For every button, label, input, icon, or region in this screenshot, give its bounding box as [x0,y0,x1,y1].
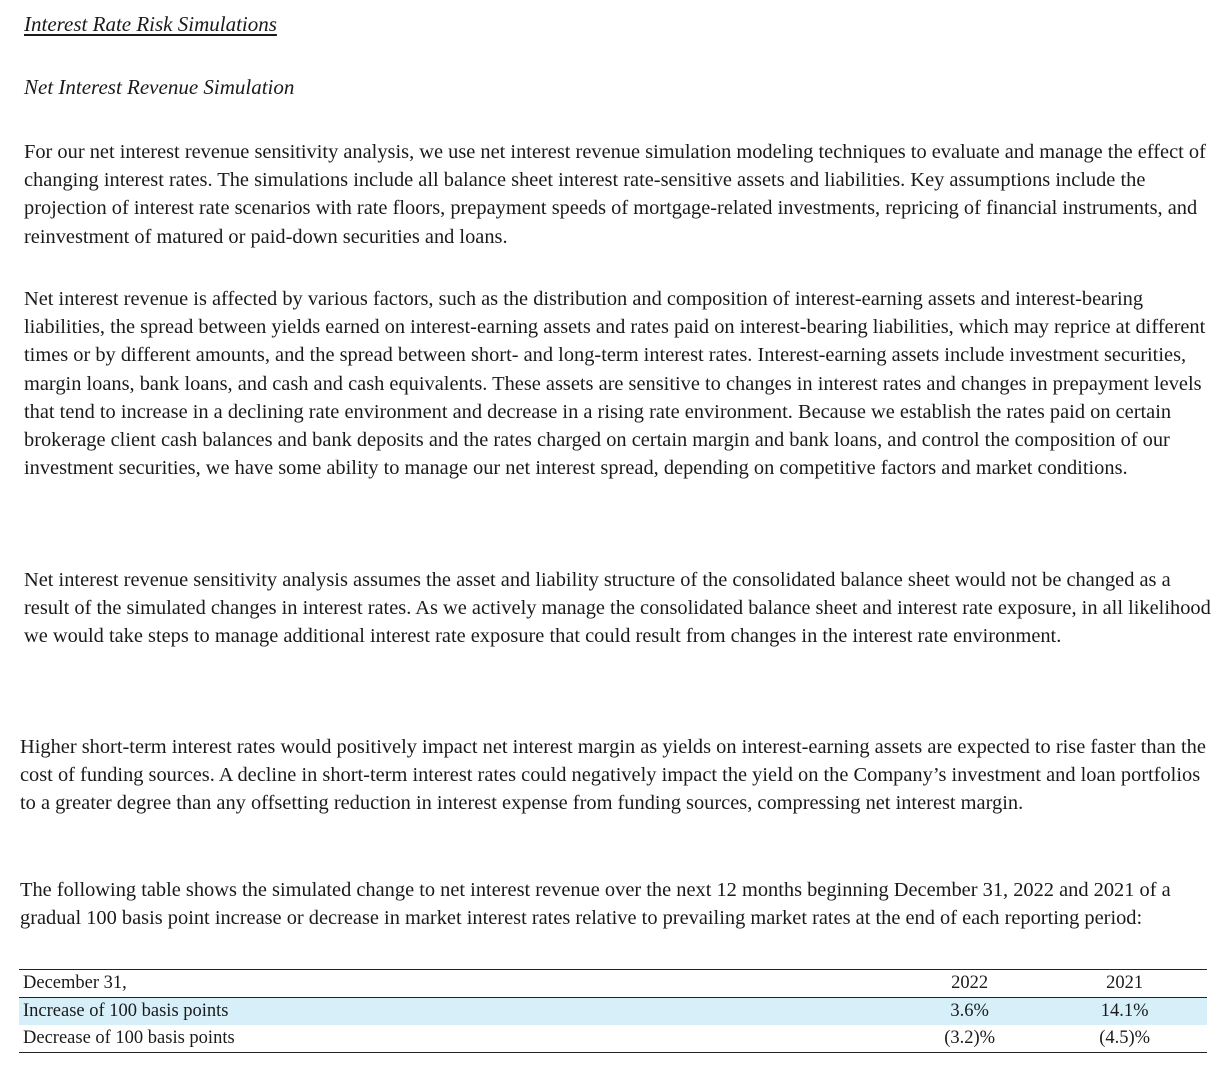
cell-increase-2021: 14.1% [1042,998,1207,1026]
rate-sensitivity-table [19,969,1207,1053]
header-2021: 2021 [1042,970,1207,998]
sub-title: Net Interest Revenue Simulation [24,75,295,99]
section-title: Interest Rate Risk Simulations [24,12,277,36]
paragraph-table-intro: The following table shows the simulated change to net interest revenue over the next 12 months beginning December 31, 2022 and 2021 of a gradual 100 basis point increase or decrease in market interest rates relative to prevailing market rates at the end of each reporting period: [20,879,1171,930]
table-row-increase [19,998,1207,1026]
paragraph-net-interest-factors: Net interest revenue is affected by various factors, such as the distribution and composition of interest-earning assets and interest-bearing liabilities, the spread between yields earned on interest-earning assets and rates paid on interest-bearing liabilities, which may reprice at different times or by different amounts, and the spread between short- and long-term interest rates. Interest-earning assets include investment securities, margin loans, bank loans, and cash and cash equivalents. These assets are sensitive to changes in interest rates and changes in prepayment levels that tend to increase in a declining rate environment and decrease in a rising rate environment. Because we establish the rates paid on certain brokerage client cash balances and bank deposits and the rates charged on certain margin and bank loans, and control the composition of our investment securities, we have some ability to manage our net interest spread, depending on competitive factors and market conditions. [24,288,1206,480]
table-row-decrease [19,1025,1207,1053]
row-label-decrease: Decrease of 100 basis points [19,1025,897,1053]
row-label-increase: Increase of 100 basis points [19,998,897,1026]
paragraph-simulation-techniques: For our net interest revenue sensitivity analysis, we use net interest revenue simulation modeling techniques to evaluate and manage the effect of changing interest rates. The simulations include all balance sheet interest rate-sensitive assets and liabilities. Key assumptions include the projection of interest rate scenarios with rate floors, prepayment speeds of mortgage-related investments, repricing of financial instruments, and reinvestment of matured or paid-down securities and loans. [24,141,1206,248]
header-2022: 2022 [897,970,1042,998]
cell-increase-2022: 3.6% [897,998,1042,1026]
cell-decrease-2022: (3.2)% [897,1025,1042,1053]
table-header-row [19,970,1207,998]
paragraph-sensitivity-assumptions: Net interest revenue sensitivity analysis assumes the asset and liability structure of the consolidated balance sheet would not be changed as a result of the simulated changes in interest rates. As we actively manage the consolidated balance sheet and interest rate exposure, in all likelihood we would take steps to manage additional interest rate exposure that could result from changes in the interest rate environment. [24,569,1211,648]
header-label: December 31, [19,970,897,998]
paragraph-rate-impact: Higher short-term interest rates would positively impact net interest margin as yields on interest-earning assets are expected to rise faster than the cost of funding sources. A decline in short-term interest rates could negatively impact the yield on the Company’s investment and loan portfolios to a greater degree than any offsetting reduction in interest expense from funding sources, compressing net interest margin. [20,736,1206,815]
cell-decrease-2021: (4.5)% [1042,1025,1207,1053]
